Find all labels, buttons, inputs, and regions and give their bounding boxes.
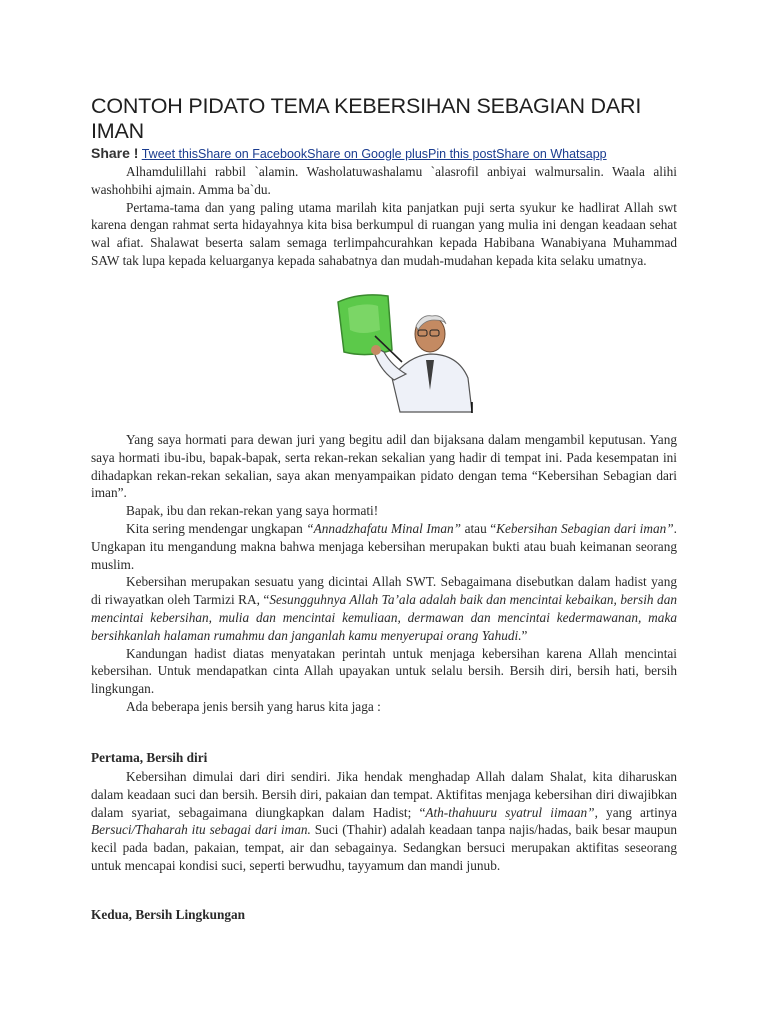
body-block <box>91 431 677 716</box>
p4-hadist-quote: Sesungguhnya Allah Ta’ala adalah baik dan mencintai kebaikan, bersih dan mencintai kebersihan, mulia dan mencintai kemuliaan, dermawan dan mencintai kedermawanan, maka bersihkanlah halaman rumahmu dan janganlah kamu menyerupai orang Yahudi. <box>91 592 677 643</box>
share-bar <box>91 145 691 163</box>
s1-text-a: Kebersihan dimulai dari diri sendiri. Jika hendak menghadap Allah dalam Shalat, kita diharuskan dalam keadaan suci dan bersih. Bersih diri, pakaian dan tempat. Aktifitas menjaga kebersihan diri diwajibkan dalam syariat, sebagaimana diungkapkan dalam Hadist; “ <box>91 769 677 820</box>
tweet-link[interactable]: Tweet this <box>141 147 198 161</box>
paragraph-kandungan: Kandungan hadist diatas menyatakan perintah untuk menjaga kebersihan karena Allah mencintai kebersihan. Untuk mendapatkan cinta Allah upayakan untuk selalu bersih. Bersih diri, bersih hati, bersih lingkungan. <box>91 645 677 697</box>
paragraph-jenis: Ada beberapa jenis bersih yang harus kita jaga : <box>126 698 381 714</box>
s1-meaning: Bersuci/Thaharah itu sebagai dari iman. <box>91 822 311 838</box>
p4-text-a: Kebersihan merupakan sesuatu yang dicintai Allah SWT. Sebagaimana disebutkan dalam hadist yang di riwayatkan oleh Tarmizi RA, “ <box>91 574 677 608</box>
p3-text-c: atau “ <box>461 520 497 536</box>
google-plus-share-link[interactable]: Share on Google plus <box>307 147 429 161</box>
p3-quote-arabic: “Annadzhafatu Minal Iman” <box>306 520 462 536</box>
page-title: CONTOH PIDATO TEMA KEBERSIHAN SEBAGIAN DARI IMAN <box>91 94 642 143</box>
teacher-arm <box>374 350 406 380</box>
s1-hadist-quote: Ath-thahuuru syatrul iimaan” <box>425 804 595 820</box>
whatsapp-share-link[interactable]: Share on Whatsapp <box>496 147 607 161</box>
section-heading-2: Kedua, Bersih Lingkungan <box>91 907 246 922</box>
section-1-body <box>91 768 677 875</box>
pin-link[interactable]: Pin this post <box>428 147 497 161</box>
share-label: Share ! <box>91 145 139 161</box>
paragraph-hadist <box>91 573 677 644</box>
paragraph-ungkapan <box>91 520 677 573</box>
p3-text-a: Kita sering mendengar ungkapan <box>126 520 307 536</box>
teacher-pointing-illustration <box>330 290 480 415</box>
intro-paragraph-1: Alhamdulillahi rabbil `alamin. Washolatuwashalamu `alasrofil anbiyai walmursalin. Waala alihi washohbihi ajmain. Amma ba`du. <box>91 164 677 197</box>
facebook-share-link[interactable]: Share on Facebook <box>198 147 308 161</box>
p4-close-quote: ” <box>521 627 528 643</box>
paragraph-salute: Bapak, ibu dan rekan-rekan yang saya hormati! <box>126 503 379 519</box>
paragraph-bersih-diri <box>91 768 677 875</box>
s1-text-c: , yang artinya <box>594 804 677 820</box>
p3-quote-indonesian: Kebersihan Sebagian dari iman” <box>496 520 674 536</box>
section-heading-1: Pertama, Bersih diri <box>91 750 208 765</box>
board-highlight <box>348 304 380 333</box>
s1-text-e: Suci (Thahir) adalah keadaan tanpa najis/hadas, baik besar maupun kecil pada badan, pakaian, tempat, air dan sebagainya. Sedangkan bersuci merupakan aktifitas seseorang untuk mencapai kondisi suci, seperti berwudhu, tayyamum dan mandi junub. <box>91 822 678 873</box>
teacher-hand <box>371 345 381 355</box>
intro-paragraph-2: Pertama-tama dan yang paling utama marilah kita panjatkan puji serta syukur ke hadlirat Allah swt karena dengan rahmat serta hidayahnya kita bisa berkumpul di ruangan yang mulia ini dengan keadaan sehat wal afiat. Shalawat beserta salam semaga terlimpahcurahkan kepada Habibana Wanabiyana Muhammad SAW tak lupa kepada keluarganya kepada sahabatnya dan mudah-mudahan kepada kita selaku umatnya. <box>91 199 677 268</box>
paragraph-greeting: Yang saya hormati para dewan juri yang begitu adil dan bijaksana dalam mengambil keputusan. Yang saya hormati ibu-ibu, bapak-bapak, serta rekan-rekan sekalian yang hadir di tempat ini. Pada kesempatan ini dihadapkan rekan-rekan sekalian, saya akan menyampaikan pidato dengan tema “Kebersihan Sebagian dari iman”. <box>91 432 677 501</box>
p3-text-e: . Ungkapan itu mengandung makna bahwa menjaga kebersihan merupakan bukti atau buah keimanan seorang muslim. <box>91 520 677 572</box>
intro-block <box>91 163 677 270</box>
